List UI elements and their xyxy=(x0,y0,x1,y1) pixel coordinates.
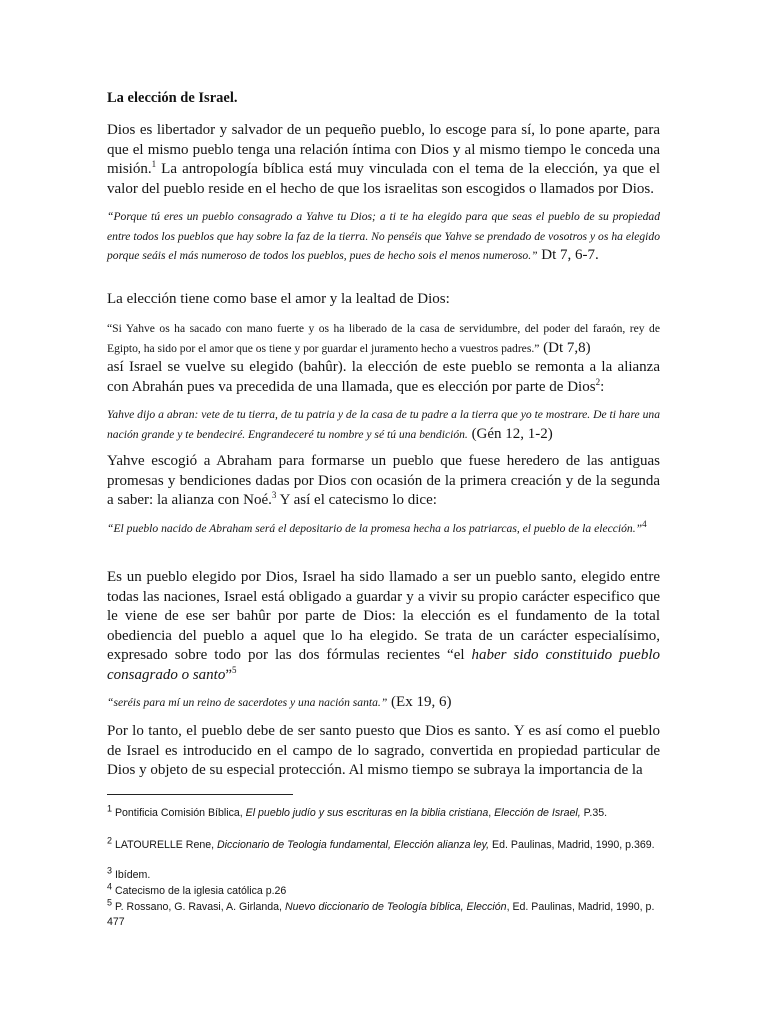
quote-catechism xyxy=(107,519,660,539)
footnote-2 xyxy=(107,835,660,853)
quote-text: Yahve dijo a abran: vete de tu tierra, de tu patria y de la casa de tu padre a la tierra que yo te mostrare. De ti hare una nación grande y te bendeciré. Engrandeceré tu nombre y sé tú una bendición. xyxy=(107,408,660,441)
paragraph-text: Y así el catecismo lo dice: xyxy=(276,492,437,508)
footnote-5 xyxy=(107,897,660,929)
paragraph-text: La antropología bíblica está muy vinculada con el tema de la elección, ya que el valor del pueblo reside en el hecho de que los israelitas son escogidos o llamados por Dios. xyxy=(107,161,660,197)
footnote-text: Ed. Paulinas, Madrid, 1990, p.369. xyxy=(489,839,655,851)
footnote-text: LATOURELLE Rene, xyxy=(112,839,218,851)
footnote-ref: 4 xyxy=(642,519,647,530)
footnote-number: 4 xyxy=(107,881,113,892)
paragraph-text: así Israel se vuelve su elegido (bahûr). la elección de este pueblo se remonta a la alianza con Abrahán pues va precedida de una llamada, que es elección por parte de Dios xyxy=(107,359,660,395)
footnote-4 xyxy=(107,881,660,899)
footnote-text: , xyxy=(488,807,495,819)
paragraph-italic-text: haber sido constituido pueblo consagrado o santo xyxy=(107,647,660,683)
quote-deuteronomy-7-8 xyxy=(107,319,660,358)
footnote-text: , Ed. Paulinas, Madrid, 1990, p. 477 xyxy=(107,901,655,928)
paragraph-intro xyxy=(107,121,660,199)
quote-reference: (Ex 19, 6) xyxy=(387,694,452,710)
paragraph-text: Yahve escogió a Abraham para formarse un pueblo que fuese heredero de las antiguas promesas y bendiciones dadas por Dios con ocasión de la primera creación y de la segunda a saber: la alianza con Noé. xyxy=(107,453,660,508)
footnote-3 xyxy=(107,865,660,883)
footnote-number: 3 xyxy=(107,865,113,876)
quote-reference: (Gén 12, 1-2) xyxy=(467,425,553,442)
paragraph-text: ” xyxy=(225,666,233,683)
footnote-ref: 5 xyxy=(232,664,237,675)
quote-reference: Dt 7, 6-7. xyxy=(537,247,599,263)
quote-text: “El pueblo nacido de Abraham será el depositario de la promesa hecha a los patriarcas, el pueblo de la elección.” xyxy=(107,522,643,535)
footnote-text: P.35. xyxy=(580,807,608,819)
paragraph-text: : xyxy=(600,378,605,395)
quote-text: “Si Yahve os ha sacado con mano fuerte y os ha liberado de la casa de servidumbre, del poder del faraón, rey de Egipto, ha sido por el amor que os tiene y por guardar el juramento hecho a vuestros padres.” xyxy=(107,322,660,355)
paragraph-text: Es un pueblo elegido por Dios, Israel ha sido llamado a ser un pueblo santo, elegido entre todas las naciones, Israel está obligado a guardar y a vivir su propio carácter especifico que le viene de ese ser bahûr por parte de Dios: la elección es el fundamento de la total obediencia del pueblo a aquel que lo ha elegido. Se trata de un carácter especialísimo, expresado sobre todo por las dos fórmulas recientes “el xyxy=(107,569,660,663)
footnote-text: Pontificia Comisión Bíblica, xyxy=(112,807,246,819)
footnote-ref: 1 xyxy=(151,159,157,169)
quote-exodus-19 xyxy=(107,693,660,713)
quote-reference: (Dt 7,8) xyxy=(539,339,591,356)
footnote-text: Ibídem. xyxy=(112,869,151,881)
footnote-ref: 3 xyxy=(271,490,277,500)
paragraph-abraham-covenant xyxy=(107,358,660,397)
quote-text: “Porque tú eres un pueblo consagrado a Yahve tu Dios; a ti te ha elegido para que seas el pueblo de su propiedad entre todos los pueblos que hay sobre la faz de la tierra. No penséis que Yahve se prendado de vosotros y os ha elegido porque seáis el más numeroso de todos los pueblos, pues de hecho sois el menos numeroso.” xyxy=(107,210,660,262)
footnote-text: P. Rossano, G. Ravasi, A. Girlanda, xyxy=(112,901,285,913)
paragraph-love-loyalty: La elección tiene como base el amor y la lealtad de Dios: xyxy=(107,291,450,307)
footnote-separator xyxy=(107,794,293,795)
footnote-italic: Diccionario de Teologia fundamental, Elección alianza ley, xyxy=(217,839,490,851)
footnote-text: Catecismo de la iglesia católica p.26 xyxy=(112,885,287,897)
paragraph-text: Dios es libertador y salvador de un pequeño pueblo, lo escoge para sí, lo pone aparte, para que el mismo pueblo tenga una relación íntima con Dios y al mismo tiempo le conceda una misión. xyxy=(107,122,660,177)
paragraph-conclusion: Por lo tanto, el pueblo debe de ser santo puesto que Dios es santo. Y es así como el pueblo de Israel es introducido en el campo de lo sagrado, convertida en propiedad particular de Dios y objeto de su especial protección. Al mismo tiempo se subraya la importancia de la xyxy=(107,723,660,778)
footnote-number: 1 xyxy=(107,803,113,814)
quote-text: “seréis para mí un reino de sacerdotes y una nación santa.” xyxy=(107,696,388,709)
quote-deuteronomy-7-6 xyxy=(107,207,660,266)
paragraph-holy-people xyxy=(107,568,660,685)
footnote-number: 2 xyxy=(107,835,113,846)
footnote-italic: El pueblo judío y sus escrituras en la biblia cristiana xyxy=(245,807,489,819)
footnote-italic: Elección de Israel, xyxy=(494,807,581,819)
quote-genesis-12 xyxy=(107,405,660,444)
footnote-1 xyxy=(107,803,660,821)
section-title: La elección de Israel. xyxy=(107,90,238,106)
footnote-ref: 2 xyxy=(595,376,601,387)
footnote-italic: Nuevo diccionario de Teología bíblica, Elección xyxy=(284,901,507,913)
paragraph-abraham-chosen xyxy=(107,452,660,511)
footnote-number: 5 xyxy=(107,897,113,908)
